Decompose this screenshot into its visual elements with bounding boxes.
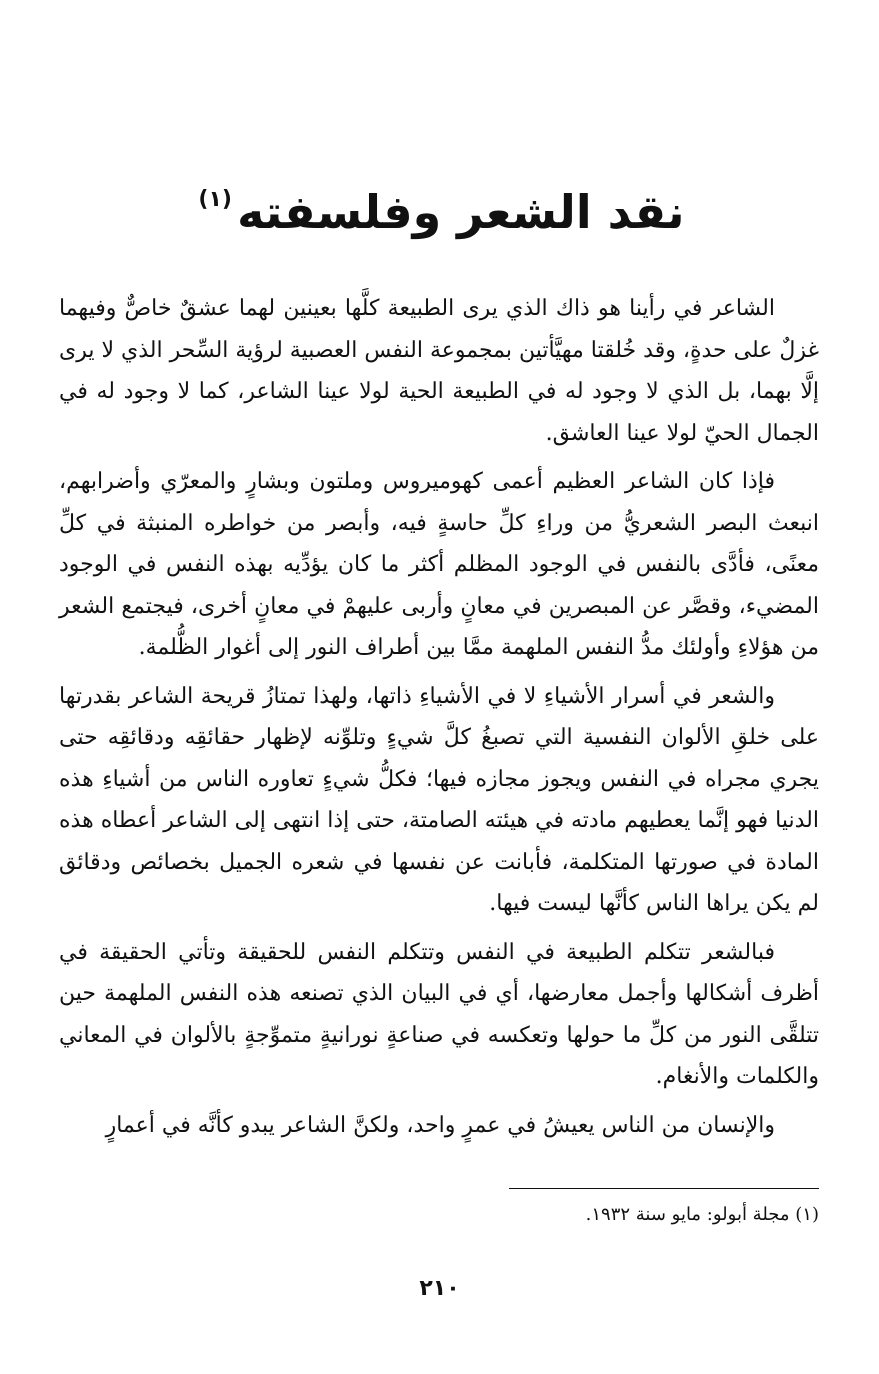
page-number: ٢١٠ bbox=[419, 1276, 460, 1301]
paragraph-2: فإذا كان الشاعر العظيم أعمى كهوميروس وملتون وبشارٍ والمعرّي وأضرابهم، انبعث البصر الشعريُّ من وراءِ كلِّ حاسةٍ فيه، وأبصر من خواطره المنبثة في كلِّ معنًى، فأدَّى بالنفس في الوجود المظلم أكثر ما كان يؤدِّيه بهذه النفس في الوجود المضيء، وقصَّر عن المبصرين في معانٍ وأربى عليهمْ في معانٍ أخرى، فيجتمع الشعر من هؤلاءِ وأولئك مدُّ النفس الملهمة ممَّا بين أطراف النور إلى أغوار الظُّلمة. bbox=[59, 469, 819, 660]
paragraph-4: فبالشعر تتكلم الطبيعة في النفس وتتكلم النفس للحقيقة وتأتي الحقيقة في أظرف أشكالها وأجمل معارضها، أي في البيان الذي تصنعه هذه النفس الملهمة حين تتلقَّى النور من كلِّ ما حولها وتعكسه في صناعةٍ نورانيةٍ متموِّجةٍ بالألوان في المعاني والكلمات والأنغام. bbox=[59, 939, 819, 1089]
footnote-divider bbox=[509, 1188, 819, 1189]
paragraph-3: والشعر في أسرار الأشياءِ لا في الأشياءِ ذاتها، ولهذا تمتازُ قريحة الشاعر بقدرتها على خلقِ الألوان النفسية التي تصبغُ كلَّ شيءٍ وتلوِّنه لإظهار حقائقِه ودقائقِه حتى يجري مجراه في النفس ويجوز مجازه فيها؛ فكلُّ شيءٍ تعاوره الناس من أشياءِ هذه الدنيا فهو إنَّما يعطيهم مادته في هيئته الصامتة، حتى إذا انتهى إلى الشاعر أعطاه هذه المادة في صورتها المتكلمة، فأبانت عن نفسها في شعره الجميل بخصائص ودقائق لم يكن يراها الناس كأنَّها ليست فيها. bbox=[59, 683, 819, 916]
chapter-title: نقد الشعر وفلسفته bbox=[237, 185, 685, 239]
paragraph-1: الشاعر في رأينا هو ذاك الذي يرى الطبيعة كلَّها بعينين لهما عشقٌ خاصٌّ وفيهما غزلٌ على حدةٍ، وقد خُلقتا مهيَّأتين بمجموعة النفس العصبية لرؤية السِّحر الذي لا يرى إلَّا بهما، بل الذي لا وجود له في الطبيعة الحية لولا عينا الشاعر، كما لا وجود له في الجمال الحيّ لولا عينا العاشق. bbox=[59, 296, 819, 446]
body-text bbox=[59, 288, 819, 1153]
title-footnote-marker: (١) bbox=[198, 187, 232, 212]
footnote: (١) مجلة أبولو: مايو سنة ١٩٣٢. bbox=[585, 1204, 819, 1225]
paragraph-5: والإنسان من الناس يعيشُ في عمرٍ واحد، ولكنَّ الشاعر يبدو كأنَّه في أعمارٍ bbox=[105, 1112, 775, 1138]
chapter-heading bbox=[0, 185, 879, 240]
